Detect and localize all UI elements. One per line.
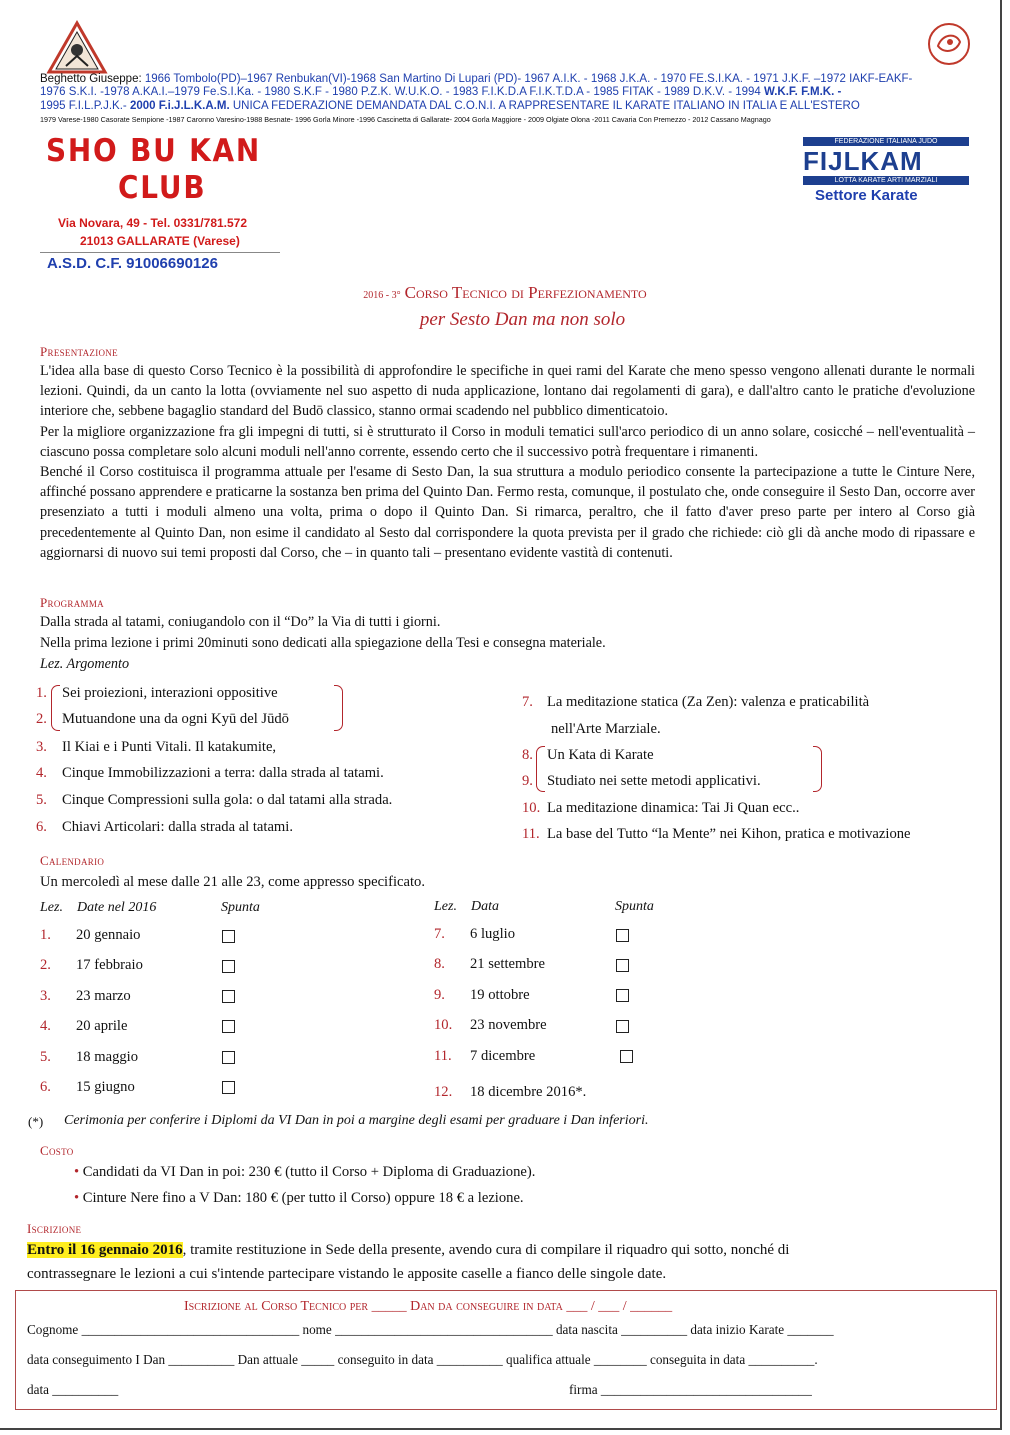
lesson-checkbox[interactable] [222, 1049, 235, 1066]
header-line-4: 1979 Varese-1980 Casorate Sempione -1987 Caronno Varesino-1988 Besnate- 1996 Gorla Minore -1996 Cascinetta di Gallarate- 2004 Gorla Maggiore - 2009 Olgiate Olona -2011 Cavaria Con Premezzo - 2012 Cassano Magnago [40, 115, 771, 124]
club-divider [40, 252, 280, 253]
item-number: 6. [36, 819, 47, 835]
registration-form [15, 1290, 997, 1410]
bullet-icon: • [74, 1190, 80, 1206]
programma-item [522, 694, 533, 711]
programma-item-text: La base del Tutto “la Mente” nei Kihon, pratica e motivazione [547, 826, 911, 842]
fijlkam-logo [803, 137, 969, 185]
programma-item [36, 819, 47, 836]
form-row-personal[interactable]: Cognome _________________________________ nome _________________________________ data nascita __________ data inizio Karate _______ [27, 1322, 834, 1337]
fijlkam-bottom-band: LOTTA KARATE ARTI MARZIALI [803, 176, 969, 185]
item-number: 4. [36, 765, 47, 781]
programma-item [522, 826, 540, 843]
left-brace-icon [536, 746, 545, 792]
programma-item-text: Cinque Immobilizzazioni a terra: dalla strada al tatami. [62, 765, 384, 781]
presentazione-heading: Presentazione [40, 344, 118, 359]
right-brace-icon [334, 685, 343, 731]
header-line-3 [40, 100, 970, 113]
lesson-number: 10. [434, 1017, 453, 1033]
document-title [0, 283, 1010, 303]
club-name-line2: CLUB [118, 170, 207, 206]
left-brace-icon [51, 685, 60, 731]
calendar-col-date: Data [471, 899, 499, 914]
item-number: 10. [522, 800, 541, 816]
lesson-checkbox[interactable] [620, 1048, 633, 1065]
lesson-date: 15 giugno [76, 1079, 135, 1095]
history-text-1: 1966 Tombolo(PD)–1967 Renbukan(VI)-1968 San Martino Di Lupari (PD)- 1967 A.I.K. - 1968 J.K.A. - 1970 FE.S.I.KA. - 1971 J.K.F. –1972 IAKF-EAKF- [141, 73, 913, 85]
programma-line-2: Nella prima lezione i primi 20minuti sono dedicati alla spiegazione della Tesi e consegna materiale. [40, 635, 606, 651]
calendar-col-spunta: Spunta [221, 900, 260, 915]
costo-heading: Costo [40, 1143, 74, 1158]
bullet-icon: • [74, 1164, 80, 1180]
item-number: 2. [36, 711, 47, 727]
lesson-checkbox[interactable] [222, 1079, 235, 1096]
item-number: 1. [36, 685, 47, 701]
footnote-text: Cerimonia per conferire i Diplomi da VI Dan in poi a margine degli esami per graduare i Dan inferiori. [64, 1113, 649, 1128]
club-tax-code: A.S.D. C.F. 91006690126 [47, 255, 218, 272]
title-prefix: 2016 - 3° [363, 290, 401, 301]
lesson-number: 1. [40, 927, 51, 943]
history-text-2: 1976 S.K.I. -1978 A.KA.I.–1979 Fe.S.I.Ka. - 1980 S.K.F - 1980 P.Z.K. W.U.K.O. - 1983 F.I.K.D.A F.I.K.T.D.A - 1985 FITAK - 1989 D.K.V. - 1994 [40, 86, 765, 98]
item-number: 3. [36, 739, 47, 755]
programma-item [522, 747, 533, 764]
programma-item-text: Un Kata di Karate [547, 747, 654, 763]
item-number: 8. [522, 747, 533, 763]
programma-item-text: Studiato nei sette metodi applicativi. [547, 773, 761, 789]
lesson-number: 5. [40, 1049, 51, 1065]
deadline-highlight: Entro il 16 gennaio 2016 [27, 1242, 183, 1258]
lesson-date: 19 ottobre [470, 987, 530, 1003]
lesson-number: 7. [434, 926, 445, 942]
calendario-heading: Calendario [40, 853, 105, 868]
lesson-checkbox[interactable] [616, 927, 629, 944]
costo-item-1 [74, 1164, 535, 1181]
programma-heading: Programma [40, 595, 104, 610]
programma-item [36, 792, 47, 809]
programma-item [36, 685, 47, 702]
history-text-3-rest: UNICA FEDERAZIONE DEMANDATA DAL C.O.N.I. A RAPPRESENTARE IL KARATE ITALIANO IN ITALIA E ALL'ESTERO [229, 100, 860, 112]
title-main: Corso Tecnico di Perfezionamento [404, 283, 647, 302]
lesson-date: 23 novembre [470, 1017, 547, 1033]
form-date-field[interactable]: data __________ [27, 1382, 119, 1397]
item-number: 5. [36, 792, 47, 808]
lesson-checkbox[interactable] [616, 1018, 629, 1035]
lesson-checkbox[interactable] [222, 958, 235, 975]
programma-item-text: Sei proiezioni, interazioni oppositive [62, 685, 278, 701]
presentazione-paragraph-3: Benché il Corso costituisca il programma attuale per l'esame di Sesto Dan, la sua struttura a modulo periodico consente la partecipazione a tutte le Cinture Nere, affinché possano apprendere e praticarne la sostanza ben prima del Quinto Dan. Fermo resta, comunque, il postulato che, onde conseguire il Sesto Dan, occorre aver presenziato a tutti i moduli almeno una volta, prima o dopo il Quinto Dan. Si rimarca, peraltro, che il fatto d'aver preso parte per intero al Corso già precedentemente al Quinto Dan, non esime il candidato al Sesto dal corrispondere la quota prevista per il grado che richiede: ciò gli dà anche modo di ripassare e aggiornarsi di nuovo sui temi proposti dal Corso, che – in quanto tali – presentano evidente vastità di contenuti. [40, 464, 975, 561]
iscrizione-line-1 [27, 1242, 789, 1259]
calendar-col-spunta: Spunta [615, 899, 654, 914]
form-signature-field[interactable]: firma ________________________________ [569, 1382, 812, 1397]
item-number: 11. [522, 826, 540, 842]
calendario-intro: Un mercoledì al mese dalle 21 alle 23, come appresso specificato. [40, 874, 425, 890]
iscrizione-text-1: , tramite restituzione in Sede della presente, avendo cura di compilare il riquadro qui sotto, nonché di [182, 1242, 790, 1258]
form-title: Iscrizione al Corso Tecnico per _____ Dan da conseguire in data ___ / ___ / ______ [184, 1299, 673, 1314]
club-address-2: 21013 GALLARATE (Varese) [80, 234, 240, 248]
lesson-checkbox[interactable] [616, 957, 629, 974]
header-line-1 [40, 73, 970, 86]
programma-item-text: Mutuandone una da ogni Kyū del Jūdō [62, 711, 289, 727]
lesson-date: 6 luglio [470, 926, 515, 942]
presentazione-paragraph-1: L'idea alla base di questo Corso Tecnico è la possibilità di approfondire le specifiche in quei rami del Karate che meno spesso vengono allenati durante le normali lezioni. Quindi, da un canto la lotta (ovviamente nel suo aspetto di nuda applicazione, lontano dai regolamenti di gara), e dall'altro canto le pratiche d'evoluzione interiore che, sebbene bagaglio standard del Budō classico, stanno ormai scadendo nel pubblico dimenticatoio. [40, 363, 975, 420]
lesson-number: 6. [40, 1079, 51, 1095]
lesson-checkbox[interactable] [222, 1018, 235, 1035]
founder-name: Beghetto Giuseppe: [40, 73, 142, 85]
settore-karate: Settore Karate [815, 187, 918, 204]
lesson-number: 12. [434, 1084, 453, 1100]
header-line-2 [40, 86, 970, 99]
presentazione-text [40, 361, 975, 563]
history-text-3: 1995 F.I.L.P.J.K.- [40, 100, 130, 112]
calendar-col-date: Date nel 2016 [77, 900, 157, 915]
programma-item-text: Il Kiai e i Punti Vitali. Il katakumite, [62, 739, 277, 755]
history-text-2-bold: W.K.F. F.M.K. - [764, 86, 842, 98]
programma-item-text: nell'Arte Marziale. [551, 721, 661, 737]
fijlkam-wordmark: FIJLKAM [803, 146, 923, 176]
lesson-date: 18 dicembre 2016*. [470, 1084, 587, 1100]
programma-item [36, 739, 47, 756]
calendar-col-lez: Lez. [434, 899, 457, 914]
lesson-number: 9. [434, 987, 445, 1003]
presentazione-paragraph-2: Per la migliore organizzazione fra gli impegni di tutti, si è strutturato il Corso in moduli tematici sull'arco periodico di un anno solare, cosicché – nell'eventualità – ciascuno possa completare solo alcuni moduli nell'anno corrente, essendo certo che il successivo potrà frequentare i rimanenti. [40, 423, 975, 460]
lesson-checkbox[interactable] [616, 987, 629, 1004]
form-row-grades[interactable]: data conseguimento I Dan __________ Dan attuale _____ conseguito in data __________ qualifica attuale ________ conseguita in data __________. [27, 1352, 818, 1367]
programma-item [522, 773, 533, 790]
programma-item-text: Cinque Compressioni sulla gola: o dal tatami alla strada. [62, 792, 393, 808]
lesson-checkbox[interactable] [222, 988, 235, 1005]
programma-item-text: Chiavi Articolari: dalla strada al tatami. [62, 819, 293, 835]
triangle-logo-icon [46, 20, 108, 75]
lesson-date: 7 dicembre [470, 1048, 536, 1064]
lesson-number: 3. [40, 988, 51, 1004]
programma-item-text: La meditazione statica (Za Zen): valenza e praticabilità [547, 694, 870, 710]
lesson-date: 20 gennaio [76, 927, 141, 943]
costo-item-text: Cinture Nere fino a V Dan: 180 € (per tutto il Corso) oppure 18 € a lezione. [82, 1190, 524, 1206]
lesson-checkbox[interactable] [222, 928, 235, 945]
lesson-number: 8. [434, 956, 445, 972]
costo-item-2 [74, 1190, 524, 1207]
costo-item-text: Candidati da VI Dan in poi: 230 € (tutto il Corso + Diploma di Graduazione). [82, 1164, 536, 1180]
programma-item [36, 711, 47, 728]
footnote-mark: (*) [28, 1114, 44, 1129]
programma-item [522, 800, 540, 817]
lesson-date: 18 maggio [76, 1049, 139, 1065]
document-subtitle: per Sesto Dan ma non solo [419, 309, 626, 330]
item-number: 9. [522, 773, 533, 789]
programma-column-header: Lez. Argomento [40, 656, 130, 672]
fijlkam-top-band: FEDERAZIONE ITALIANA JUDO [803, 137, 969, 146]
club-address-1: Via Novara, 49 - Tel. 0331/781.572 [58, 216, 248, 230]
item-number: 7. [522, 694, 533, 710]
lesson-number: 11. [434, 1048, 452, 1064]
lesson-date: 17 febbraio [76, 957, 143, 973]
iscrizione-heading: Iscrizione [27, 1221, 82, 1236]
lesson-number: 4. [40, 1018, 51, 1034]
fijlkam-highlight: 2000 F.i.J.L.K.A.M. [129, 100, 230, 112]
programma-line-1: Dalla strada al tatami, coniugandolo con il “Do” la Via di tutti i giorni. [40, 614, 441, 630]
seal-logo-icon [926, 22, 972, 66]
programma-item [36, 765, 47, 782]
lesson-number: 2. [40, 957, 51, 973]
lesson-date: 20 aprile [76, 1018, 128, 1034]
iscrizione-line-2: contrassegnare le lezioni a cui s'intende partecipare vistando le apposite caselle a fianco delle singole date. [27, 1266, 667, 1282]
right-brace-icon [813, 746, 822, 792]
calendar-col-lez: Lez. [40, 900, 63, 915]
lesson-date: 23 marzo [76, 988, 131, 1004]
lesson-date: 21 settembre [470, 956, 545, 972]
club-name-line1: SHO BU KAN [46, 133, 262, 169]
programma-item-text: La meditazione dinamica: Tai Ji Quan ecc.. [547, 800, 800, 816]
